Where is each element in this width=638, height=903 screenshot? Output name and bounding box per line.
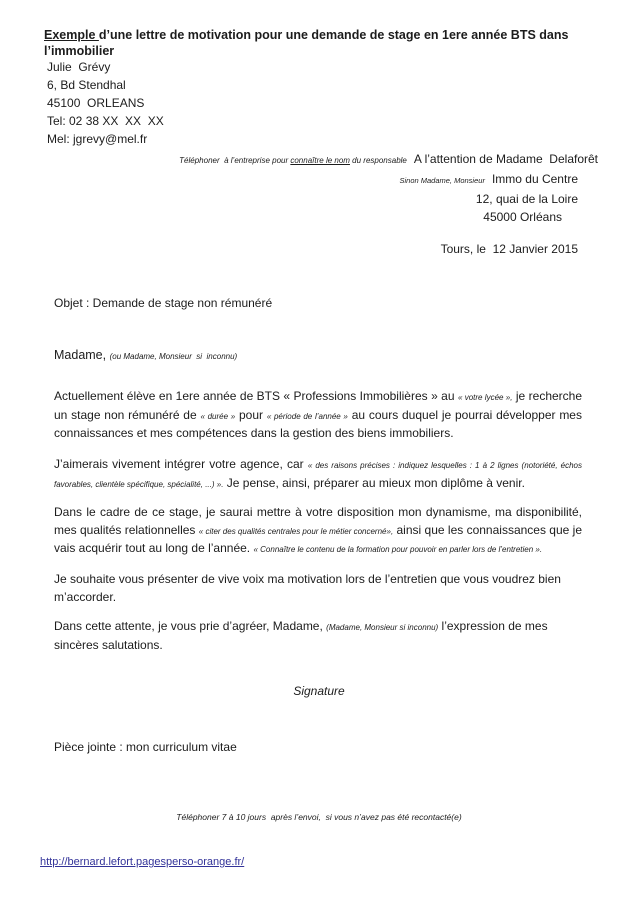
recipient-attention: A l’attention de Madame Delaforêt bbox=[413, 152, 598, 166]
date-line: Tours, le 12 Janvier 2015 bbox=[440, 242, 578, 256]
attachment-line: Pièce jointe : mon curriculum vitae bbox=[54, 740, 237, 754]
sender-email: Mel: jgrevy@mel.fr bbox=[47, 132, 148, 146]
sender-name: Julie Grévy bbox=[47, 60, 111, 74]
paragraph-interview: Je souhaite vous présenter de vive voix ma motivation lors de l’entretien que vous voudrez bien m’accorder. bbox=[54, 572, 561, 604]
paragraph-closing: Dans cette attente, je vous prie d’agréer, Madame, (Madame, Monsieur si inconnu) l’expression de mes sincères salutations. bbox=[54, 619, 548, 652]
sender-street: 6, Bd Stendhal bbox=[47, 78, 126, 92]
paragraph-qualities: Dans le cadre de ce stage, je saurai mettre à votre disposition mon dynamisme, ma disponibilité, mes qualités relationnelles « citer des qualités centrales pour le métier concerné», ainsi que les connaissances que je vais acquérir tout au long de l’année. « Connaître le contenu de la formation pour pouvoir en parler lors de l’entretien ». bbox=[54, 505, 583, 555]
salutation: Madame, (ou Madame, Monsieur si inconnu) bbox=[54, 348, 238, 362]
signature-label: Signature bbox=[293, 684, 345, 698]
sender-city: 45100 ORLEANS bbox=[47, 96, 145, 110]
recipient-street: 12, quai de la Loire bbox=[475, 192, 578, 206]
recipient-block bbox=[0, 150, 638, 226]
recipient-company: Immo du Centre bbox=[491, 172, 578, 186]
subject-line: Objet : Demande de stage non rémunéré bbox=[54, 296, 273, 310]
annotation-call-company: Téléphoner à l’entreprise pour connaître le nom du responsable bbox=[179, 156, 407, 165]
footer-link[interactable]: http://bernard.lefort.pagesperso-orange.fr/ bbox=[40, 856, 245, 868]
paragraph-intro: Actuellement élève en 1ere année de BTS « Professions Immobilières » au « votre lycée », je recherche un stage non rémunéré de « durée » pour « période de l’année » au cours duquel je pourrai développer mes connaissances et mes compétences dans la gestion des biens immobiliers. bbox=[54, 389, 583, 440]
sender-block bbox=[47, 58, 164, 148]
recipient-city: 45000 Orléans bbox=[483, 210, 562, 224]
sender-phone: Tel: 02 38 XX XX XX bbox=[47, 114, 164, 128]
footnote-call-reminder: Téléphoner 7 à 10 jours après l’envoi, si vous n’avez pas été recontacté(e) bbox=[176, 812, 462, 822]
annotation-sinon: Sinon Madame, Monsieur bbox=[399, 176, 485, 185]
page-title: Exemple d’une lettre de motivation pour une demande de stage en 1ere année BTS dans l’immobilier bbox=[44, 28, 569, 58]
paragraph-motivation: J’aimerais vivement intégrer votre agence, car « des raisons précises : indiquez lesquelles : 1 à 2 lignes (notoriété, échos favorables, clientèle spécifique, spécialité, ...) ». Je pense, ainsi, préparer au mieux mon diplôme à venir. bbox=[54, 457, 582, 490]
